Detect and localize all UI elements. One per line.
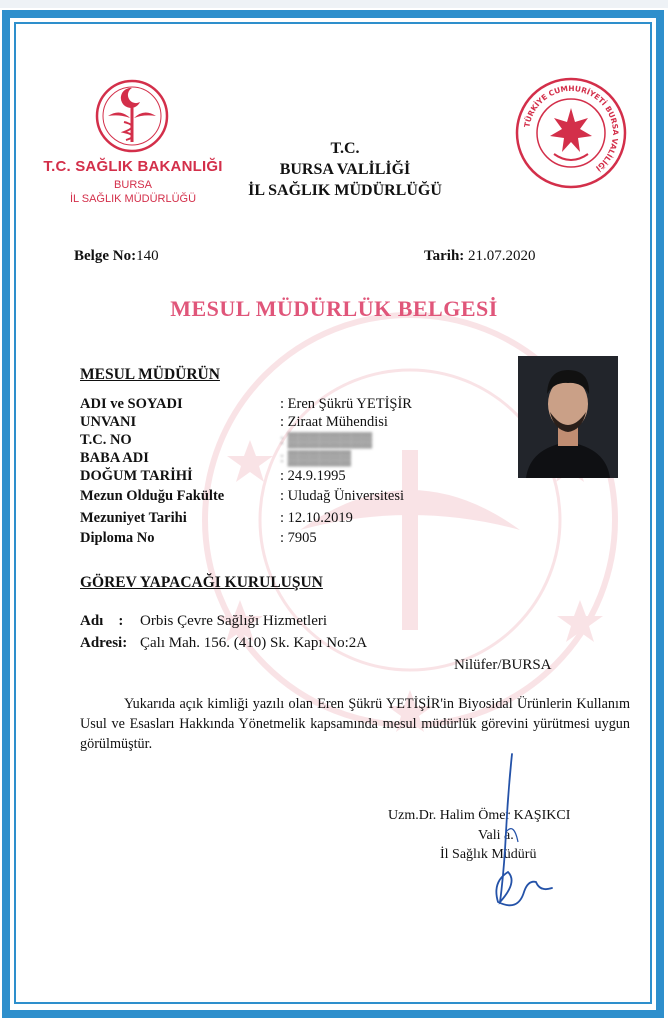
document-title: MESUL MÜDÜRLÜK BELGESİ <box>170 296 498 321</box>
field-row-id <box>80 432 510 452</box>
document-number <box>74 248 159 265</box>
heading-line-1: T.C. <box>330 140 360 157</box>
field-row-diploma <box>80 530 510 550</box>
field-row-graduation <box>80 510 510 530</box>
document-number-value: 140 <box>136 248 159 264</box>
signatory-role-2: İl Sağlık Müdürü <box>440 847 537 862</box>
field-value: : 7905 <box>280 530 317 546</box>
ministry-name: T.C. SAĞLIK BAKANLIĞI <box>43 158 223 175</box>
signatory-role-1: Vali a. <box>478 828 514 843</box>
document-number-label: Belge No: <box>74 248 137 264</box>
manager-heading: MESUL MÜDÜRÜN <box>80 366 220 383</box>
ministry-logo-icon <box>94 78 170 154</box>
field-label: UNVANI <box>80 414 137 430</box>
scan-top-strip <box>0 0 668 8</box>
field-row-father <box>80 450 510 470</box>
organization-address-label: Adresi: <box>80 635 128 651</box>
ministry-unit: İL SAĞLIK MÜDÜRLÜĞÜ <box>69 193 197 205</box>
organization-district: Nilüfer/BURSA <box>454 657 552 673</box>
field-value: : Eren Şükrü YETİŞİR <box>280 396 412 412</box>
field-row-faculty <box>80 488 510 508</box>
field-value-redacted: : ▓▓▓▓▓▓▓▓ <box>280 432 373 448</box>
field-label: ADI ve SOYADI <box>80 396 183 412</box>
field-value: : 12.10.2019 <box>280 510 353 526</box>
field-value-redacted: : ▓▓▓▓▓▓ <box>280 450 352 466</box>
field-value: : 24.9.1995 <box>280 468 346 484</box>
field-label: Diploma No <box>80 530 155 546</box>
field-label: Mezun Olduğu Fakülte <box>80 488 225 504</box>
field-row-name <box>80 396 510 416</box>
document-date-value: 21.07.2020 <box>468 248 536 264</box>
organization-name-label: Adı : <box>80 613 124 629</box>
portrait-image <box>518 356 618 478</box>
governorate-seal-icon <box>514 76 628 190</box>
organization-name-value: Orbis Çevre Sağlığı Hizmetleri <box>140 613 328 629</box>
handwritten-signature-icon <box>478 752 558 922</box>
field-label: BABA ADI <box>80 450 149 466</box>
seal-text: TÜRKİYE CUMHURİYETİ BURSA VALİLİĞİ <box>522 83 621 173</box>
field-row-title <box>80 414 510 434</box>
field-value: : Ziraat Mühendisi <box>280 414 388 430</box>
field-label: T.C. NO <box>80 432 132 448</box>
ministry-city: BURSA <box>114 179 152 191</box>
document-date <box>424 248 536 265</box>
field-value: : Uludağ Üniversitesi <box>280 488 405 504</box>
heading-line-2: BURSA VALİLİĞİ <box>279 161 411 178</box>
manager-photo <box>518 356 618 478</box>
field-row-birth <box>80 468 510 488</box>
field-label: DOĞUM TARİHİ <box>80 468 193 484</box>
signatory-name: Uzm.Dr. Halim Ömer KAŞIKCI <box>388 808 571 823</box>
organization-address-value: Çalı Mah. 156. (410) Sk. Kapı No:2A <box>140 635 368 651</box>
organization-address-row <box>80 635 560 657</box>
organization-name-row <box>80 613 560 635</box>
approval-paragraph: Yukarıda açık kimliği yazılı olan Eren Şükrü YETİŞİR'in Biyosidal Ürünlerin Kullanım Usul ve Esasları Hakkında Yönetmelik kapsamında mesul müdürlük görevini yürütmesi uygun görülmüştür. <box>80 696 630 752</box>
document-date-label: Tarih: <box>424 248 465 264</box>
center-heading <box>200 138 490 201</box>
organization-heading: GÖREV YAPACAĞI KURULUŞUN <box>80 574 323 591</box>
heading-line-3: İL SAĞLIK MÜDÜRLÜĞÜ <box>248 182 442 199</box>
field-label: Mezuniyet Tarihi <box>80 510 187 526</box>
